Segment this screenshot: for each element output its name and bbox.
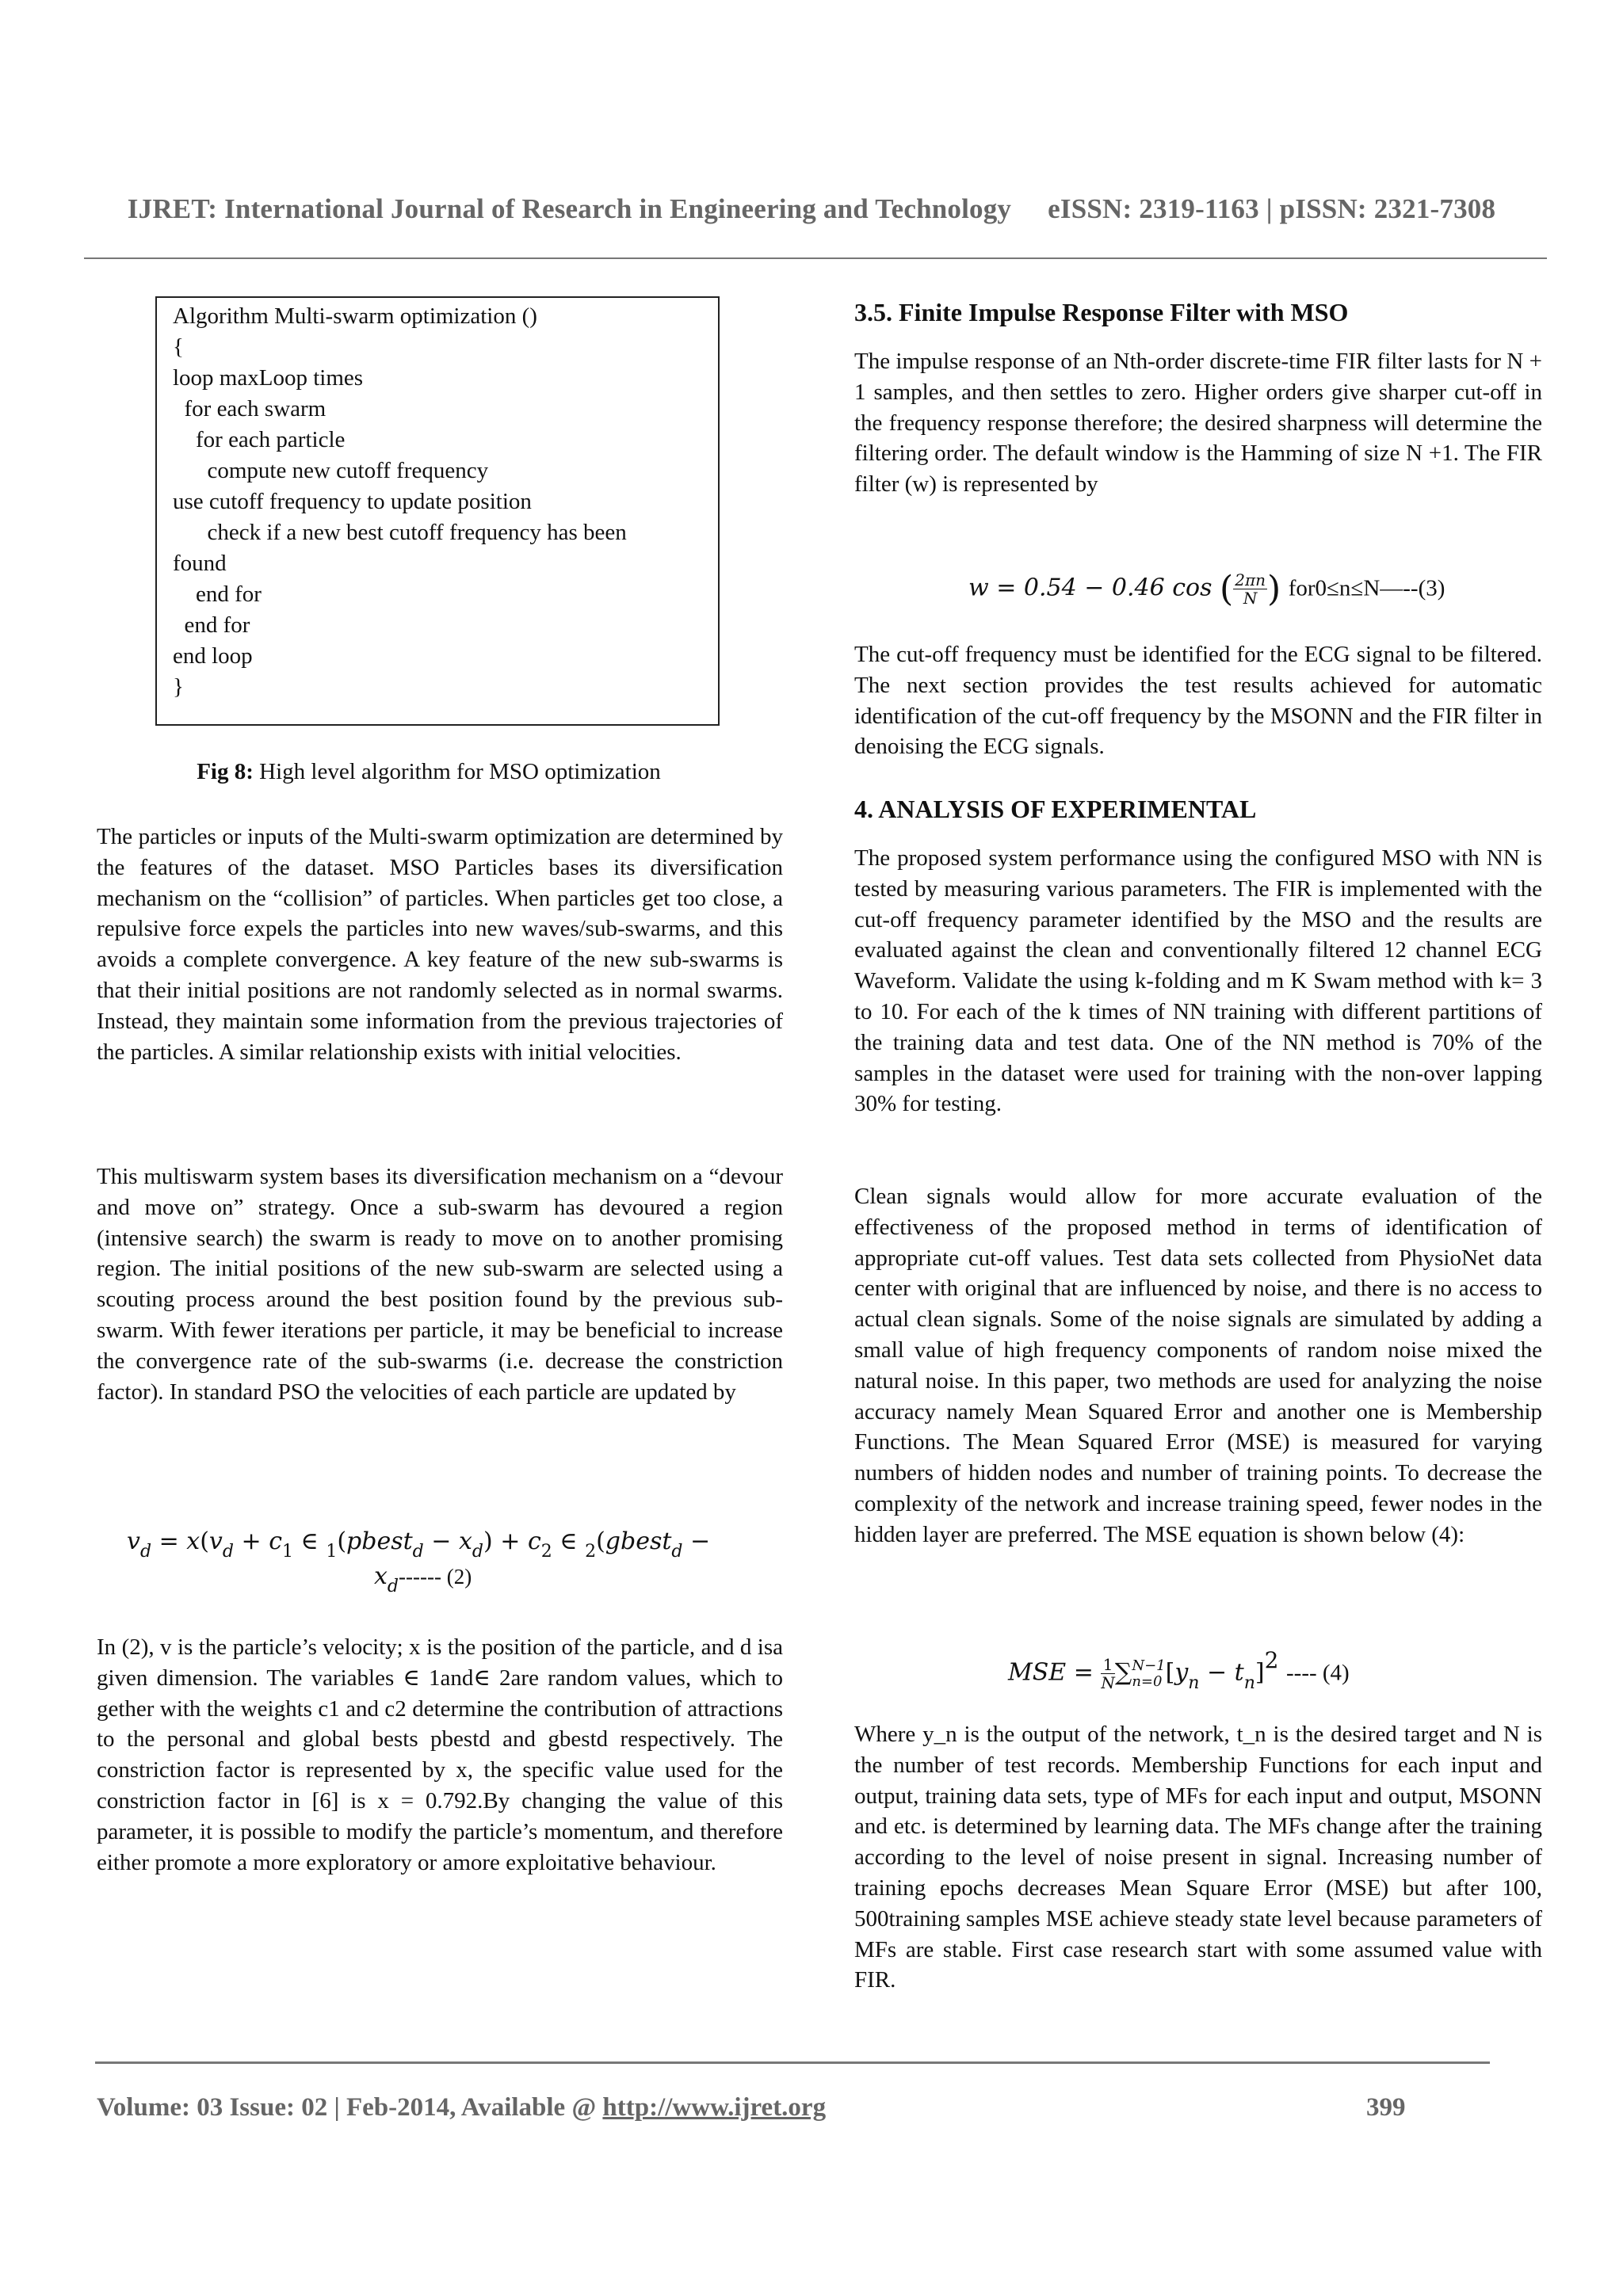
algo-line: check if a new best cutoff frequency has been	[173, 520, 627, 545]
eq4-sum-limits	[1132, 1658, 1165, 1690]
eq4-fraction	[1101, 1656, 1115, 1691]
footer-volume	[97, 2093, 826, 2122]
journal-title: IJRET: International Journal of Research in Engineering and Technology	[127, 193, 1012, 224]
left-para-3: In (2), v is the particle’s velocity; x is the position of the particle, and d isa given dimension. The variables ∈ 1and∈ 2are random values, which to gether with the weights c1 and c2 determine the contribution of attractions to the personal and global bests pbestd and gbestd respectively. The constriction factor is represented by x, the specific value used for the constriction factor in [6] is x = 0.792.By changing the value of this parameter, it is possible to modify the particle’s momentum, and therefore either promote a more exploratory or amore exploitative behaviour.	[97, 1634, 783, 1875]
eq3-tail: for0≤n≤N—--(3)	[1288, 575, 1445, 601]
algorithm-box	[155, 296, 720, 726]
section-4-para-1: The proposed system performance using the configured MSO with NN is tested by measuring various parameters. The FIR is implemented with the cut-off frequency parameter identified by the MSO and the results are evaluated against the clean and conventionally filtered 12 channel ECG Waveform. Validate the using k-folding and m K Swam method with k= 3 to 10. For each of the k times of NN training with different partitions of the training data and test data. One of the NN method is 70% of the samples in the dataset were used for training with the non-over lapping 30% for testing.	[854, 845, 1542, 1117]
algo-line: end for	[173, 582, 262, 607]
algo-line: compute new cutoff frequency	[173, 458, 489, 483]
section-4-heading: 4. ANALYSIS OF EXPERIMENTAL	[854, 795, 1257, 823]
algo-line: }	[173, 674, 184, 700]
algo-line: end for	[173, 612, 250, 638]
equation-2-line-2	[374, 1562, 472, 1596]
algo-line: use cutoff frequency to update position	[173, 489, 532, 514]
eq4-number: ---- (4)	[1286, 1660, 1350, 1686]
eq2-sub: d	[387, 1577, 399, 1596]
eq4-frac-den: N	[1101, 1673, 1115, 1692]
footer-url-link[interactable]: http://www.ijret.org	[602, 2093, 827, 2122]
eq3-frac-den: N	[1243, 589, 1258, 608]
figure-label: Fig 8:	[197, 759, 254, 784]
section-4-para-3: Where y_n is the output of the network, t_n is the desired target and N is the number of test records. Membership Functions for each input and output, training data sets, type of MFs for each input and output, MSONN and etc. is determined by learning data. The MFs change after the training according to the level of noise present in signal. Increasing number of training epochs decreases Mean Square Error (MSE) but after 100, 500training samples MSE achieve steady state level because parameters of MFs are stable. First case research start with some assumed value with FIR.	[854, 1722, 1542, 1993]
algo-line: {	[173, 334, 184, 360]
equation-2-line-1: $v_d = x(v_d + c_1$ ∈ $_1$(pbest$_d$ − $x_d) + c_2$ ∈ $_2$(gbest$_d$ −	[127, 1527, 711, 1562]
footer-volume-text: Volume: 03 Issue: 02 | Feb-2014, Available @	[97, 2093, 603, 2122]
section-4-para-2: Clean signals would allow for more accurate evaluation of the effectiveness of the proposed method in terms of identification of appropriate cut-off values. Test data sets collected from PhysioNet data center with original that are influenced by noise, and there is no access to actual clean signals. Some of the noise signals are simulated by adding a small value of high frequency components of random noise mixed the natural noise. In this paper, two methods are used for analyzing the noise accuracy namely Mean Squared Error and another one is Membership Functions. The Mean Squared Error (MSE) is measured for varying numbers of hidden nodes and number of training points. To decrease the complexity of the network and increase training speed, fewer nodes in the hidden layer are preferred. The MSE equation is shown below (4):	[854, 1184, 1542, 1547]
eq3-frac-num: 2πn	[1235, 570, 1266, 589]
equation-3: w = 0.54 − 0.46 cos ( $\frac{2\pi n}{N}$ ) for0≤n≤N—--(3)	[968, 569, 1445, 609]
footer-rule	[95, 2061, 1490, 2064]
algo-line: found	[173, 551, 227, 576]
left-para-1: The particles or inputs of the Multi-swarm optimization are determined by the features of the dataset. MSO Particles bases its diversification mechanism on the “collision” of particles. When particles get too close, a repulsive force expels the particles into new waves/sub-swarms, and this avoids a complete convergence. A key feature of the new sub-swarms is that their initial positions are not randomly selected as in normal swarms. Instead, they maintain some information from the previous trajectories of the particles. A similar relationship exists with initial velocities.	[97, 824, 783, 1065]
eq2-var: x	[374, 1562, 388, 1590]
algo-line: for each particle	[173, 427, 346, 452]
eq4-lhs: MSE =	[1008, 1658, 1094, 1687]
eq4-sum: ∑	[1114, 1658, 1132, 1687]
equation-2-number: ------ (2)	[399, 1565, 472, 1589]
section-3-5-para-2: The cut-off frequency must be identified for the ECG signal to be filtered. The next section provides the test results achieved for automatic identification of the cut-off frequency by the MSONN and the FIR filter in denoising the ECG signals.	[854, 642, 1542, 760]
section-3-5-heading: 3.5. Finite Impulse Response Filter with MSO	[854, 298, 1349, 326]
figure-caption	[0, 759, 857, 785]
eq4-sup: 2	[1264, 1646, 1279, 1673]
algo-line: loop maxLoop times	[173, 365, 364, 391]
algo-line: end loop	[173, 643, 253, 669]
left-para-2: This multiswarm system bases its diversification mechanism on a “devour and move on” strategy. Once a sub-swarm has devoured a region (intensive search) the swarm is ready to move on to another promising region. The initial positions of the new sub-swarm are selected using a scouting process around the best position found by the previous sub-swarm. With fewer iterations per particle, it may be beneficial to increase the convergence rate of the sub-swarms (i.e. decrease the constriction factor). In standard PSO the velocities of each particle are updated by	[97, 1164, 783, 1405]
algo-line: Algorithm Multi-swarm optimization ()	[173, 303, 537, 329]
header-rule	[84, 257, 1547, 259]
figure-caption-text: High level algorithm for MSO optimization	[253, 759, 661, 784]
page-number: 399	[1366, 2093, 1406, 2122]
running-header	[0, 193, 1623, 225]
eq4-frac-num: 1	[1101, 1656, 1115, 1674]
eq4-sum-upper: N−1	[1132, 1657, 1166, 1674]
section-3-5-para-1: The impulse response of an Nth-order discrete-time FIR filter lasts for N + 1 samples, and then settles to zero. Higher orders give sharper cut-off in the frequency response therefore; the desired sharpness will determine the filtering order. The default window is the Hamming of size N +1. The FIR filter (w) is represented by	[854, 349, 1542, 498]
algo-line: for each swarm	[173, 396, 327, 421]
eq4-sum-lower: n=0	[1132, 1672, 1163, 1690]
eq3-fraction	[1233, 571, 1267, 607]
eq3-lhs: w = 0.54 − 0.46 cos	[968, 574, 1212, 602]
issn: eISSN: 2319-1163 | pISSN: 2321-7308	[1048, 193, 1496, 224]
equation-4: MSE = $\frac{1}{N}$ ∑ N−1 n=0 $[y_n - t_n]2$ ---- (4)	[1008, 1646, 1350, 1693]
